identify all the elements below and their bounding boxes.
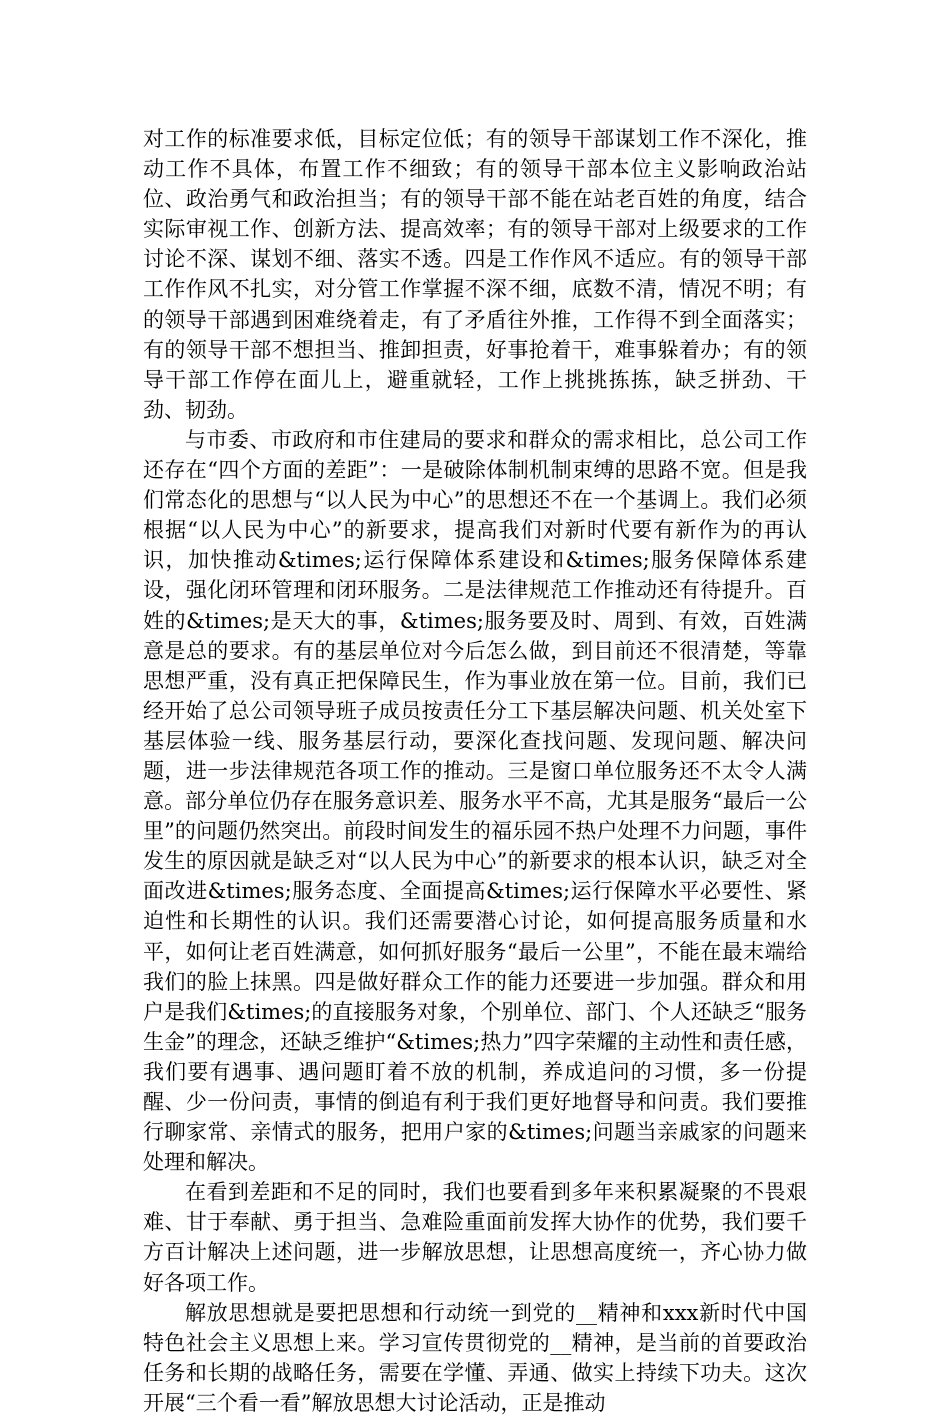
document-page	[143, 124, 807, 1418]
paragraph-4: 解放思想就是要把思想和行动统一到党的__精神和xxx新时代中国特色社会主义思想上来。学习宣传贯彻党的__精神，是当前的首要政治任务和长期的战略任务，需要在学懂、弄通、做实上持续下功夫。这次开展“三个看一看”解放思想大讨论活动，正是推动	[143, 1300, 807, 1415]
paragraph-1: 对工作的标准要求低，目标定位低；有的领导干部谋划工作不深化，推动工作不具体，布置工作不细致；有的领导干部本位主义影响政治站位、政治勇气和政治担当；有的领导干部不能在站老百姓的角度，结合实际审视工作、创新方法、提高效率；有的领导干部对上级要求的工作讨论不深、谋划不细、落实不透。四是工作作风不适应。有的领导干部工作作风不扎实，对分管工作掌握不深不细，底数不清，情况不明；有的领导干部遇到困难绕着走，有了矛盾往外推，工作得不到全面落实；有的领导干部不想担当、推卸担责，好事抢着干，难事躲着办；有的领导干部工作停在面儿上，避重就轻，工作上挑挑拣拣，缺乏拼劲、干劲、韧劲。	[143, 127, 807, 422]
paragraph-3: 在看到差距和不足的同时，我们也要看到多年来积累凝聚的不畏艰难、甘于奉献、勇于担当、急难险重面前发挥大协作的优势，我们要千方百计解决上述问题，进一步解放思想，让思想高度统一，齐心协力做好各项工作。	[143, 1180, 807, 1295]
paragraph-2: 与市委、市政府和市住建局的要求和群众的需求相比，总公司工作还存在“四个方面的差距”：一是破除体制机制束缚的思路不宽。但是我们常态化的思想与“以人民为中心”的思想还不在一个基调上。我们必须根据“以人民为中心”的新要求，提高我们对新时代要有新作为的再认识，加快推动&times;运行保障体系建设和&times;服务保障体系建设，强化闭环管理和闭环服务。二是法律规范工作推动还有待提升。百姓的&times;是天大的事，&times;服务要及时、周到、有效，百姓满意是总的要求。有的基层单位对今后怎么做，到目前还不很清楚，等靠思想严重，没有真正把保障民生，作为事业放在第一位。目前，我们已经开始了总公司领导班子成员按责任分工下基层解决问题、机关处室下基层体验一线、服务基层行动，要深化查找问题、发现问题、解决问题，进一步法律规范各项工作的推动。三是窗口单位服务还不太令人满意。部分单位仍存在服务意识差、服务水平不高，尤其是服务“最后一公里”的问题仍然突出。前段时间发生的福乐园不热户处理不力问题，事件发生的原因就是缺乏对“以人民为中心”的新要求的根本认识，缺乏对全面改进&times;服务态度、全面提高&times;运行保障水平必要性、紧迫性和长期性的认识。我们还需要潜心讨论，如何提高服务质量和水平，如何让老百姓满意，如何抓好服务“最后一公里”，不能在最末端给我们的脸上抹黑。四是做好群众工作的能力还要进一步加强。群众和用户是我们&times;的直接服务对象，个别单位、部门、个人还缺乏“服务生金”的理念，还缺乏维护“&times;热力”四字荣耀的主动性和责任感，我们要有遇事、遇问题盯着不放的机制，养成追问的习惯，多一份提醒、少一份问责，事情的倒追有利于我们更好地督导和问责。我们要推行聊家常、亲情式的服务，把用户家的&times;问题当亲戚家的问题来处理和解决。	[143, 427, 807, 1175]
